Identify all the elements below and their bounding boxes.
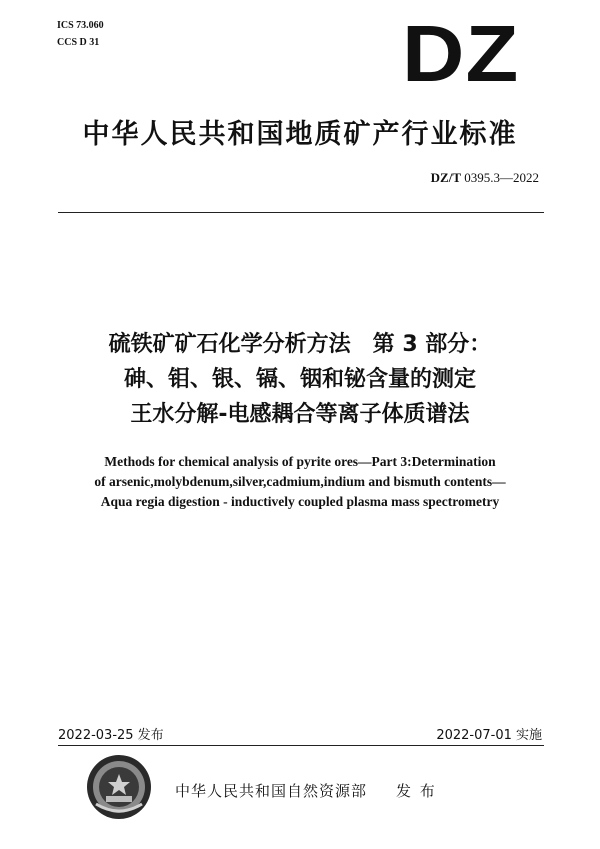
english-title-line-1: Methods for chemical analysis of pyrite ores—Part 3:Determination bbox=[104, 454, 496, 469]
ics-code: ICS 73.060 bbox=[57, 20, 104, 31]
chinese-title-line-3: 王水分解-电感耦合等离子体质谱法 bbox=[130, 402, 470, 427]
implementation-date: 2022-07-01 实施 bbox=[436, 728, 542, 743]
top-divider bbox=[58, 212, 544, 213]
release-date: 2022-03-25 发布 bbox=[58, 728, 164, 743]
standard-code: 0395.3—2022 bbox=[464, 170, 539, 185]
standard-prefix: DZ/T bbox=[430, 170, 461, 185]
classification-codes bbox=[57, 17, 104, 51]
ccs-code: CCS D 31 bbox=[57, 37, 100, 48]
chinese-title-line-2: 砷、钼、银、镉、铟和铋含量的测定 bbox=[123, 367, 476, 392]
dz-logo: DZ bbox=[402, 9, 520, 98]
national-emblem-icon bbox=[84, 752, 154, 822]
issue-label: 发 布 bbox=[396, 782, 437, 800]
standard-number bbox=[431, 170, 539, 186]
issuing-authority: 中华人民共和国自然资源部 bbox=[175, 782, 368, 800]
chinese-title-line-1: 硫铁矿矿石化学分析方法 第 3 部分： bbox=[108, 332, 492, 357]
english-title-line-2: of arsenic,molybdenum,silver,cadmium,indium and bismuth contents— bbox=[94, 474, 506, 489]
industry-standard-title: 中华人民共和国地质矿产行业标准 bbox=[82, 119, 518, 150]
bottom-divider bbox=[58, 745, 544, 746]
english-title-line-3: Aqua regia digestion - inductively coupled plasma mass spectrometry bbox=[100, 494, 500, 509]
